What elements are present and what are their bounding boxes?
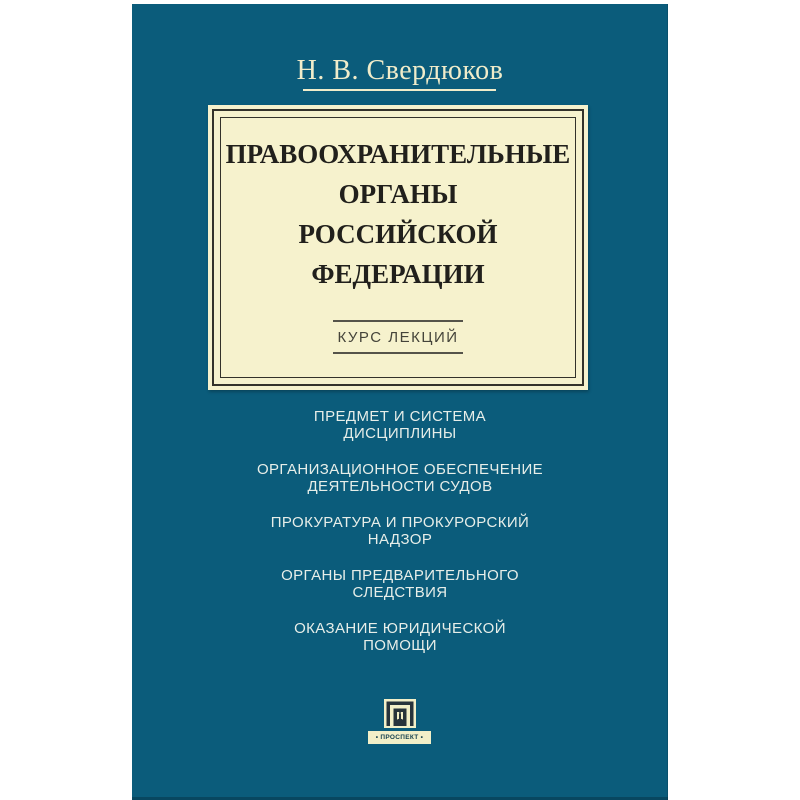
topic-line: ПРЕДМЕТ И СИСТЕМА (313, 408, 487, 425)
author-underline (303, 89, 496, 91)
title-panel (208, 105, 588, 390)
topic-item (132, 620, 668, 654)
book-title-line: РОССИЙСКОЙ (298, 219, 498, 249)
topic-line: ДИСЦИПЛИНЫ (343, 425, 457, 442)
book-title-line: ОРГАНЫ (338, 179, 458, 209)
topic-line: ОКАЗАНИЕ ЮРИДИЧЕСКОЙ (294, 620, 506, 637)
topic-item (132, 514, 668, 548)
topic-line: ДЕЯТЕЛЬНОСТИ СУДОВ (307, 478, 493, 495)
book-title (221, 134, 575, 294)
topic-item (132, 567, 668, 601)
book-title-line: ФЕДЕРАЦИИ (311, 259, 485, 289)
topic-item (132, 461, 668, 495)
topic-line: ПРОКУРАТУРА И ПРОКУРОРСКИЙ (270, 514, 530, 531)
subtitle-course-label: КУРС ЛЕКЦИЙ (333, 320, 463, 354)
topic-line: СЛЕДСТВИЯ (352, 584, 448, 601)
topic-line: ПОМОЩИ (363, 637, 437, 654)
prospekt-logo-icon (384, 699, 416, 728)
topic-line: ОРГАНИЗАЦИОННОЕ ОБЕСПЕЧЕНИЕ (256, 461, 544, 478)
topic-item (132, 408, 668, 442)
topic-line: НАДЗОР (367, 531, 433, 548)
publisher-name-label: • ПРОСПЕКТ • (368, 731, 431, 744)
author-name: Н. В. Свердюков (296, 55, 504, 86)
topics-list (132, 408, 668, 654)
title-panel-outer-frame (212, 109, 584, 386)
title-panel-inner-frame (220, 117, 576, 378)
book-cover (132, 4, 668, 800)
topic-line: ОРГАНЫ ПРЕДВАРИТЕЛЬНОГО (281, 567, 519, 584)
book-title-line: ПРАВООХРАНИТЕЛЬНЫЕ (225, 139, 571, 169)
